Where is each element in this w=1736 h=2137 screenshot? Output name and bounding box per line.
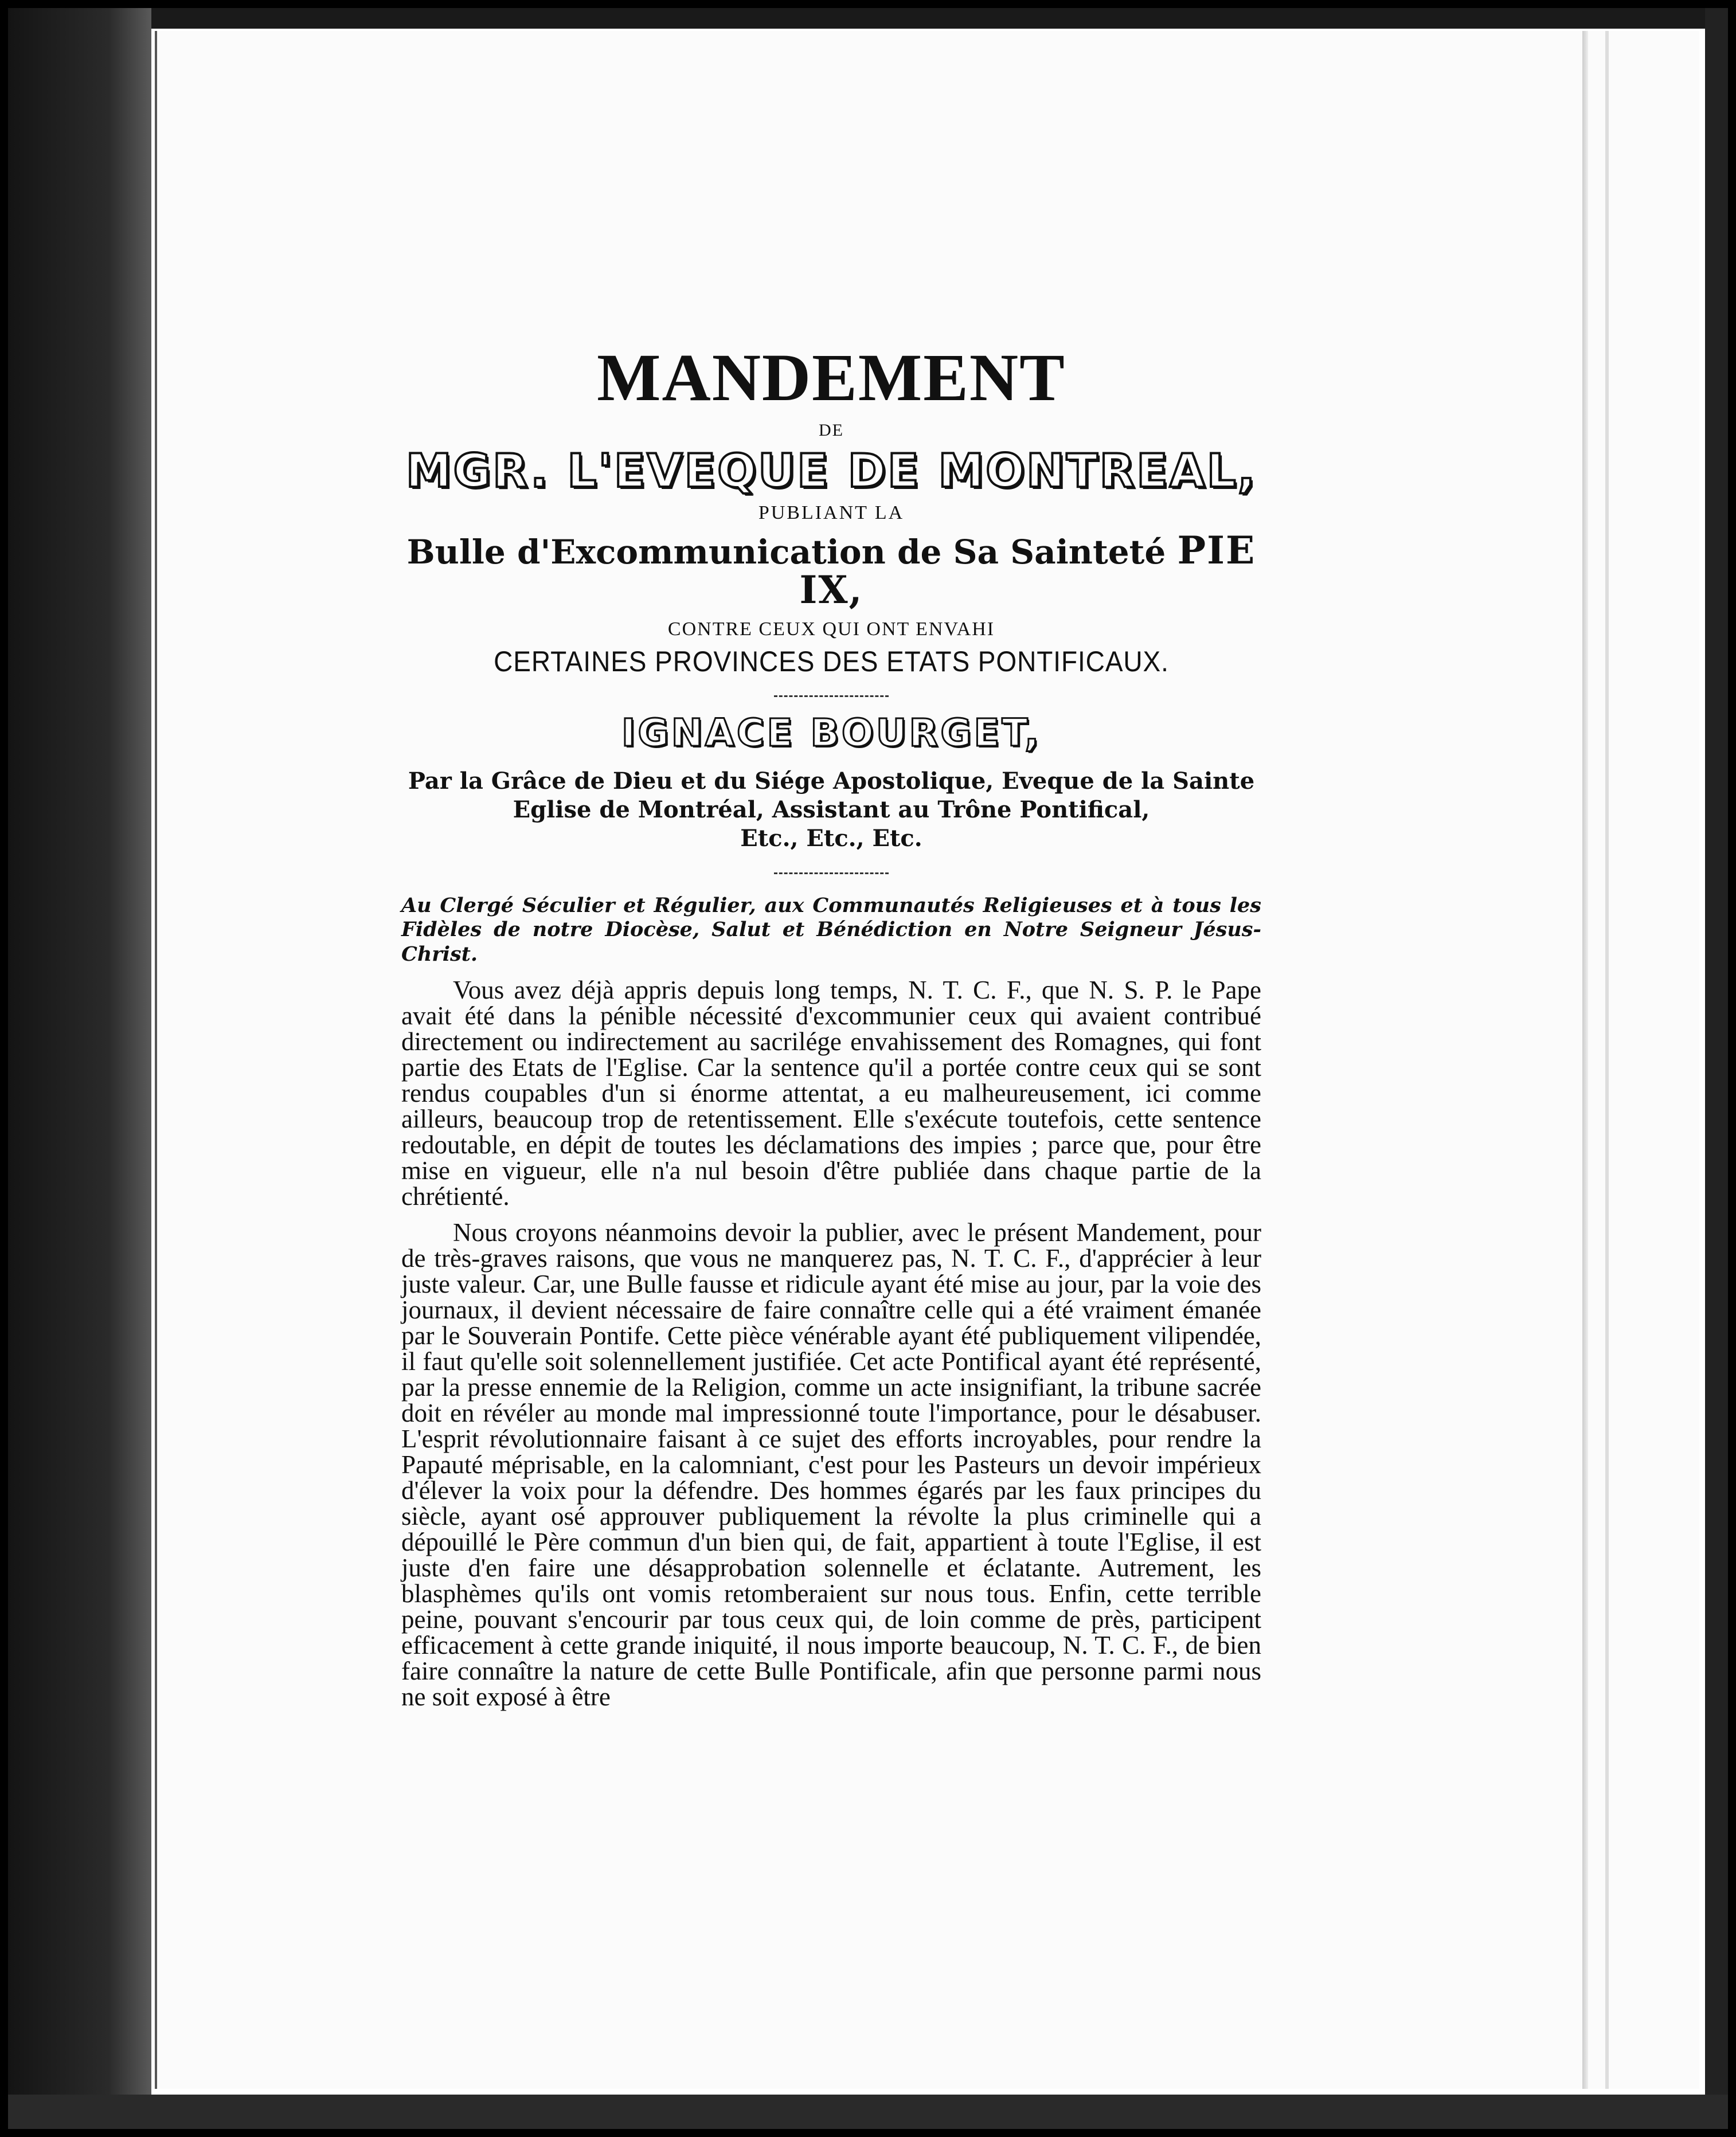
scan-margin-bottom — [8, 2095, 1728, 2129]
publiant-line: PUBLIANT LA — [758, 502, 905, 523]
author-title-line: Etc., Etc., Etc. — [740, 824, 922, 852]
page-fold — [1605, 31, 1609, 2089]
document-title: MANDEMENT — [597, 340, 1066, 415]
document-content — [401, 340, 1261, 1711]
scan-margin-left — [8, 8, 151, 2129]
contre-line: CONTRE CEUX QUI ONT ENVAHI — [667, 618, 995, 640]
body-paragraph: Nous croyons néanmoins devoir la publier, avec le présent Mandement, pour de très-graves raisons, que vous ne manquerez pas, N. T. C. F., d'apprécier à leur juste valeur. Car, une Bulle fausse et ridicule ayant été mise au jour, par la voie des journaux, il devient nécessaire de faire connaître celle qui a été vraiment émanée par le Souverain Pontife. Cette pièce vénérable ayant été publiquement vilipendée, il faut qu'elle soit solennellement justifiée. Cet acte Pontifical ayant été représenté, par la presse ennemie de la Religion, comme un acte insignifiant, la tribune sacrée doit en révéler au monde mal impressionné toute l'importance, pour le désabuser. L'esprit révolutionnaire faisant à ce sujet des efforts incroyables, pour rendre la Papauté méprisable, en la calomniant, c'est pour les Pasteurs un devoir impérieux d'élever la voix pour la défendre. Des hommes égarés par les faux principes du siècle, ayant osé approuver publiquement la révolte la plus criminelle qui a dépouillé le Père commun d'un bien qui, de fait, appartient à toute l'Eglise, il est juste d'en faire une désapprobation solennelle et éclatante. Autrement, les blasphèmes qu'ils ont vomis retomberaient sur nous tous. Enfin, cette terrible peine, pouvant s'encourir par tous ceux qui, de loin comme de près, participent efficacement à cette grande iniquité, il nous importe beaucoup, N. T. C. F., de bien faire connaître la nature de cette Bulle Pontificale, afin que personne parmi nous ne soit exposé à être — [401, 1218, 1261, 1711]
author-title — [401, 767, 1261, 853]
title-connector-de: DE — [819, 421, 844, 440]
pope-name: PIE IX, — [799, 528, 1256, 613]
author-name: IGNACE BOURGET, — [621, 710, 1042, 755]
bulle-text: Bulle d'Excommunication de Sa Sainteté — [406, 533, 1178, 572]
scan-margin-top — [8, 8, 1728, 29]
salutation: Au Clergé Séculier et Régulier, aux Communautés Religieuses et à tous les Fidèles de notre Diocèse, Salut et Bénédiction en Notre Seigneur Jésus-Christ. — [401, 893, 1261, 966]
divider-rule — [774, 872, 889, 874]
author-title-line: Par la Grâce de Dieu et du Siége Apostolique, Eveque de la Sainte — [408, 767, 1255, 794]
bishop-heading: MGR. L'EVEQUE DE MONTREAL, — [405, 444, 1257, 498]
author-title-line: Eglise de Montréal, Assistant au Trône Pontifical, — [513, 796, 1150, 823]
body-paragraph: Vous avez déjà appris depuis long temps, N. T. C. F., que N. S. P. le Pape avait été dans la pénible nécessité d'excommunier ceux qui avaient contribué directement ou indirectement au sacrilége envahissement des Romagnes, qui font partie des Etats de l'Eglise. Car la sentence qu'il a portée contre ceux qui se sont rendus coupables d'un si énorme attentat, a eu malheureusement, ici comme ailleurs, beaucoup trop de retentissement. Elle s'exécute toutefois, cette sentence redoutable, en dépit de toutes les déclamations des impies ; parce que, pour être mise en vigueur, elle n'a nul besoin d'être publiée dans chaque partie de la chrétienté. — [401, 975, 1261, 1211]
scan-margin-right — [1705, 8, 1728, 2129]
page-edge — [1582, 31, 1588, 2089]
certaines-line: CERTAINES PROVINCES DES ETATS PONTIFICAUX. — [494, 645, 1169, 678]
bulle-heading — [401, 528, 1261, 613]
divider-rule — [774, 695, 889, 697]
